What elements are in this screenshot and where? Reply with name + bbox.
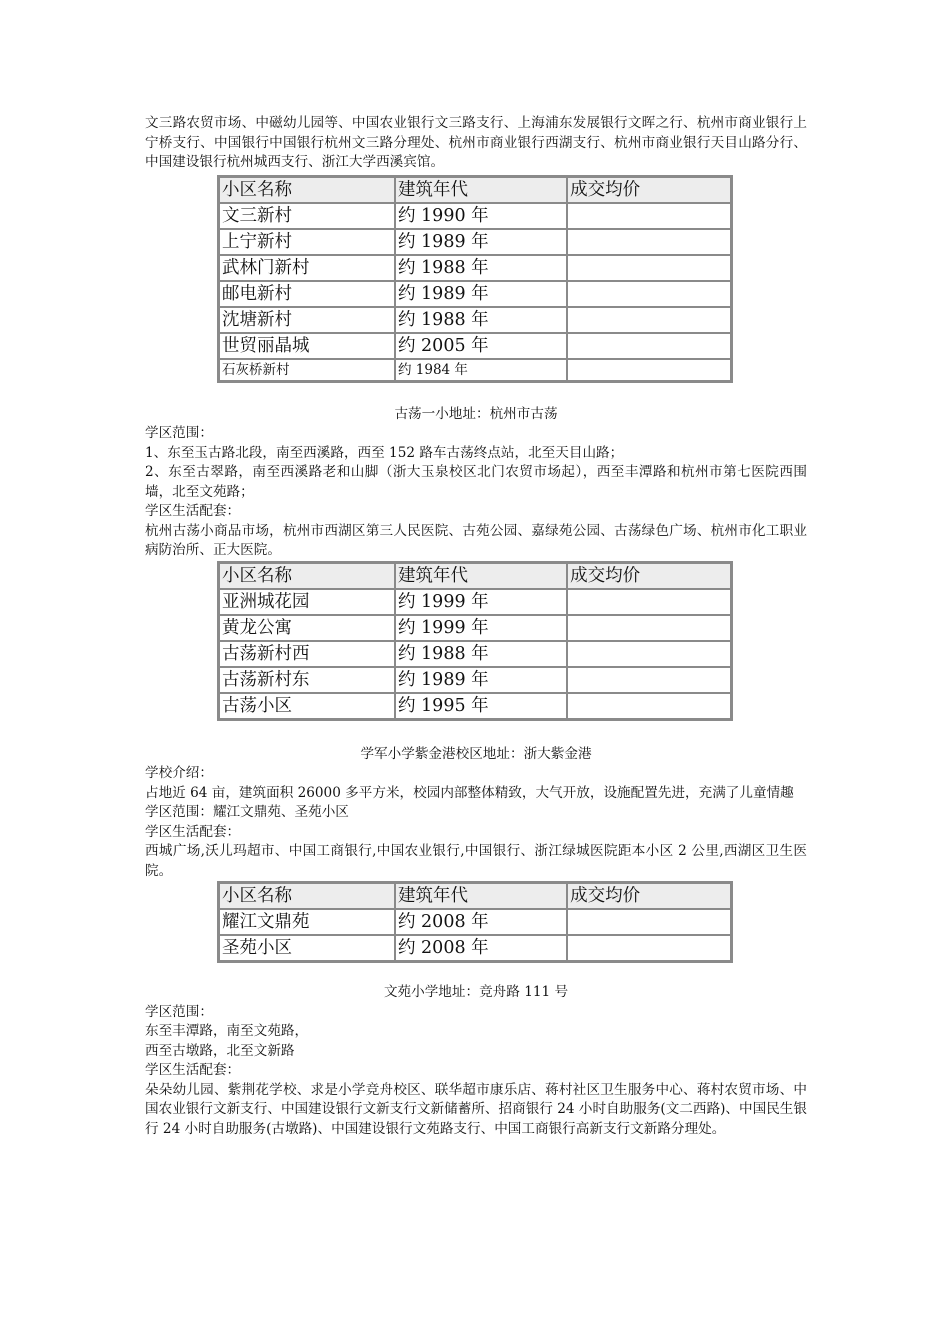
table-cell: 约 2008 年 xyxy=(395,935,567,961)
table-header-cell: 小区名称 xyxy=(219,177,395,203)
table-header-cell: 建筑年代 xyxy=(395,563,567,589)
table-row xyxy=(219,333,731,359)
table-cell: 约 1988 年 xyxy=(395,307,567,333)
section2-table xyxy=(217,561,733,721)
table-header-cell: 建筑年代 xyxy=(395,883,567,909)
section4-facilities-label: 学区生活配套： xyxy=(145,1062,241,1078)
table-cell xyxy=(567,281,731,307)
table-cell xyxy=(567,203,731,229)
table-cell xyxy=(567,255,731,281)
table-cell: 世贸丽晶城 xyxy=(219,333,395,359)
table-cell xyxy=(567,641,731,667)
table-cell: 古荡小区 xyxy=(219,693,395,719)
table-header-cell: 成交均价 xyxy=(567,177,731,203)
table-cell: 圣苑小区 xyxy=(219,935,395,961)
table-cell: 约 2005 年 xyxy=(395,333,567,359)
section3-title: 学军小学紫金港校区地址：浙大紫金港 xyxy=(360,745,592,762)
table-cell: 约 1989 年 xyxy=(395,229,567,255)
table-header-cell: 成交均价 xyxy=(567,563,731,589)
table-cell: 古荡新村西 xyxy=(219,641,395,667)
table-cell: 约 1989 年 xyxy=(395,281,567,307)
table-cell: 约 1999 年 xyxy=(395,615,567,641)
section2-range-2: 2、东至古翠路，南至西溪路老和山脚（浙大玉泉校区北门农贸市场起），西至丰潭路和杭州市第七医院西围墙，北至文苑路； xyxy=(145,464,807,500)
section2-facilities-text: 杭州古荡小商品市场，杭州市西湖区第三人民医院、古苑公园、嘉绿苑公园、古荡绿色广场、杭州市化工职业病防治所、正大医院。 xyxy=(145,522,807,558)
table-cell xyxy=(567,667,731,693)
section4-range-1: 东至丰潭路，南至文苑路， xyxy=(145,1023,309,1039)
table-cell: 约 1995 年 xyxy=(395,693,567,719)
table-cell xyxy=(567,909,731,935)
section3-table xyxy=(217,881,733,963)
table-cell: 约 1984 年 xyxy=(395,359,567,381)
section4-facilities-text: 朵朵幼儿园、紫荆花学校、求是小学竞舟校区、联华超市康乐店、蒋村社区卫生服务中心、蒋村农贸市场、中国农业银行文新支行、中国建设银行文新支行文新储蓄所、招商银行 24 小时自助服务(文二西路)、中国民生银行 24 小时自助服务(古墩路)、中国建设银行文苑路支行、中国工商银行高新支行文新路分理处。 xyxy=(145,1081,807,1137)
table-header-row xyxy=(219,563,731,589)
table-cell: 沈塘新村 xyxy=(219,307,395,333)
table-cell xyxy=(567,693,731,719)
table-row xyxy=(219,615,731,641)
table-cell: 石灰桥新村 xyxy=(219,359,395,381)
section4-range-2: 西至古墩路，北至文新路 xyxy=(145,1042,295,1059)
table-header-cell: 建筑年代 xyxy=(395,177,567,203)
section4-range-label: 学区范围： xyxy=(145,1003,213,1020)
table-header-cell: 小区名称 xyxy=(219,883,395,909)
table-cell: 武林门新村 xyxy=(219,255,395,281)
table-row xyxy=(219,667,731,693)
table-row xyxy=(219,641,731,667)
table-row xyxy=(219,281,731,307)
table-cell xyxy=(567,589,731,615)
table-cell: 耀江文鼎苑 xyxy=(219,909,395,935)
section2-facilities-label: 学区生活配套： xyxy=(145,503,241,519)
table-header-cell: 成交均价 xyxy=(567,883,731,909)
table-cell xyxy=(567,333,731,359)
table-cell: 黄龙公寓 xyxy=(219,615,395,641)
table-cell: 亚洲城花园 xyxy=(219,589,395,615)
table-cell xyxy=(567,229,731,255)
section2-range-label: 学区范围： xyxy=(145,425,213,441)
table-cell: 约 1989 年 xyxy=(395,667,567,693)
table-row xyxy=(219,203,731,229)
section3-facilities-label: 学区生活配套： xyxy=(145,823,241,840)
table-row xyxy=(219,255,731,281)
table-cell: 文三新村 xyxy=(219,203,395,229)
table-cell: 约 1988 年 xyxy=(395,641,567,667)
section2-range-1: 1、东至玉古路北段，南至西溪路，西至 152 路车古荡终点站，北至天目山路； xyxy=(145,444,624,461)
table-cell: 邮电新村 xyxy=(219,281,395,307)
document-page xyxy=(145,114,807,1139)
table-cell: 约 2008 年 xyxy=(395,909,567,935)
section4-title: 文苑小学地址：竞舟路 111 号 xyxy=(383,984,569,1000)
table-row xyxy=(219,693,731,719)
section1-facilities-text: 文三路农贸市场、中磁幼儿园等、中国农业银行文三路支行、上海浦东发展银行文晖之行、杭州市商业银行上宁桥支行、中国银行中国银行杭州文三路分理处、杭州市商业银行西湖支行、杭州市商业银行天目山路分行、中国建设银行杭州城西支行、浙江大学西溪宾馆。 xyxy=(145,115,807,170)
table-row xyxy=(219,229,731,255)
table-row xyxy=(219,589,731,615)
section3-range-text: 学区范围：耀江文鼎苑、圣苑小区 xyxy=(145,804,349,820)
table-row xyxy=(219,307,731,333)
table-cell: 约 1988 年 xyxy=(395,255,567,281)
table-header-row xyxy=(219,177,731,203)
table-row xyxy=(219,909,731,935)
table-header-row xyxy=(219,883,731,909)
table-cell: 约 1999 年 xyxy=(395,589,567,615)
section2-title: 古荡一小地址：杭州市古荡 xyxy=(394,405,558,422)
table-cell: 古荡新村东 xyxy=(219,667,395,693)
section1-table xyxy=(217,175,733,383)
table-header-cell: 小区名称 xyxy=(219,563,395,589)
table-cell xyxy=(567,615,731,641)
table-cell xyxy=(567,935,731,961)
table-cell: 上宁新村 xyxy=(219,229,395,255)
section3-intro-label: 学校介绍： xyxy=(145,765,213,781)
table-cell: 约 1990 年 xyxy=(395,203,567,229)
table-cell xyxy=(567,307,731,333)
table-row xyxy=(219,935,731,961)
section3-intro-text: 占地近 64 亩，建筑面积 26000 多平方米，校园内部整体精致，大气开放，设施配置先进，充满了儿童情趣 xyxy=(145,784,794,801)
table-cell xyxy=(567,359,731,381)
table-row xyxy=(219,359,731,381)
section3-facilities-text: 西城广场,沃儿玛超市、中国工商银行,中国农业银行,中国银行、浙江绿城医院距本小区 2 公里,西湖区卫生医院。 xyxy=(145,843,807,879)
